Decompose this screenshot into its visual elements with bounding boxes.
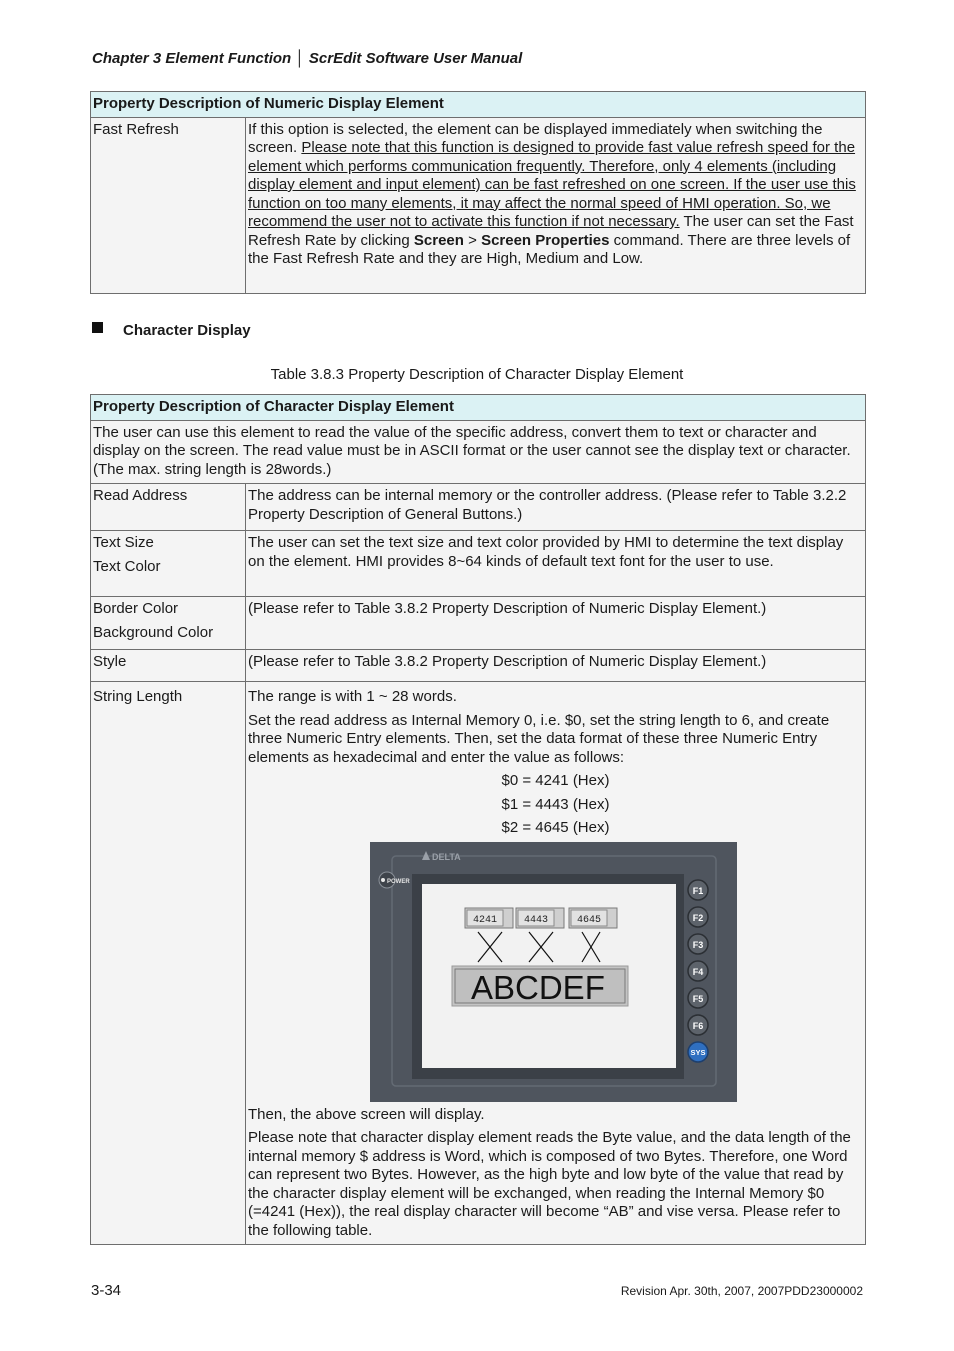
svg-text:4443: 4443 [523, 914, 549, 926]
svg-text:F2: F2 [692, 912, 704, 923]
sys-key-icon[interactable] [688, 1042, 708, 1062]
equation-1: $1 = 4443 (Hex) [501, 795, 610, 813]
f3-key-icon[interactable] [688, 934, 708, 954]
bullet-square-icon [92, 322, 103, 333]
equation-2: $2 = 4645 (Hex) [501, 819, 610, 836]
f1-key-icon[interactable] [688, 880, 708, 900]
note-text: Please note that character display element reads the Byte value, and the data length of the internal memory $ address is Word, which is composed of two Bytes. Therefore, one Word can represent two Bytes. However, as the high byte and low byte of the value that read by the character display element will be exchanged, when reading the Internal Memory $0 (=4241 (Hex)), the real display character will become “AB” and vise versa. Please refer to the following table. [248, 1129, 851, 1239]
row-label-string-length: String Length [91, 682, 246, 1245]
svg-text:F5: F5 [692, 993, 704, 1004]
f2-key-icon[interactable] [688, 907, 708, 927]
character-display-table [90, 394, 866, 1245]
svg-text:F3: F3 [692, 939, 704, 950]
label-border-color: Border Color [93, 600, 179, 617]
svg-text:F1: F1 [692, 885, 704, 896]
svg-text:SYS: SYS [690, 1047, 706, 1057]
numeric-entry-4241[interactable] [465, 908, 513, 928]
fast-refresh-description: If this option is selected, the element can be displayed immediately when switching the screen. Please note that this function is designed to provide fast value refresh speed for the element which performs communication frequently. Therefore, only 4 elements (including display element and input element) can be fast refreshed on one screen. If the user use this function on too many elements, it may affect the normal speed of HMI operation. So, we recommend the user not to activate this function if not necessary. The user can set the Fast Refresh Rate by clicking Screen > Screen Properties command. There are three levels of the Fast Refresh Rate and they are High, Medium and Low. [246, 117, 866, 293]
string-length-description [246, 682, 866, 1245]
revision-text: Revision Apr. 30th, 2007, 2007PDD23000002 [620, 1284, 863, 1298]
character-display-output: ABCDEF [471, 968, 605, 1006]
svg-text:4645: 4645 [576, 914, 602, 926]
range-text: The range is with 1 ~ 28 words. [248, 688, 457, 705]
read-address-description: The address can be internal memory or the controller address. (Please refer to Table 3.2.2 Property Description of General Buttons.) [246, 484, 866, 531]
table-title: Property Description of Character Display Element [91, 395, 866, 421]
numeric-entry-4443[interactable] [516, 908, 564, 928]
style-description: (Please refer to Table 3.8.2 Property Description of Numeric Display Element.) [246, 650, 866, 682]
border-description: (Please refer to Table 3.8.2 Property Description of Numeric Display Element.) [246, 597, 866, 650]
table-title: Property Description of Numeric Display Element [91, 92, 866, 118]
intro-text: The user can use this element to read the value of the specific address, convert them to text or character and display on the screen. The read value must be in ASCII format or the user cannot see the display text or character. (The max. string length is 28words.) [91, 420, 866, 484]
row-label-border-color [91, 597, 246, 650]
row-label-fast-refresh: Fast Refresh [91, 117, 246, 293]
row-label-text-size [91, 531, 246, 597]
f4-key-icon[interactable] [688, 961, 708, 981]
label-background-color: Background Color [93, 623, 214, 641]
svg-text:F4: F4 [692, 966, 704, 977]
page-number: 3-34 [91, 1282, 122, 1299]
f6-key-icon[interactable] [688, 1015, 708, 1035]
table-caption: Table 3.8.3 Property Description of Character Display Element [270, 366, 684, 383]
chapter-header: Chapter 3 Element Function │ ScrEdit Software User Manual [92, 50, 523, 67]
numeric-entry-4645[interactable] [569, 908, 617, 928]
label-text-size: Text Size [93, 534, 154, 551]
svg-text:F6: F6 [692, 1020, 704, 1031]
section-title: Character Display [123, 322, 251, 339]
hmi-screen-image [370, 842, 737, 1102]
row-label-style: Style [91, 650, 246, 682]
row-label-read-address: Read Address [91, 484, 246, 531]
fast-refresh-table [90, 91, 866, 294]
f5-key-icon[interactable] [688, 988, 708, 1008]
then-text: Then, the above screen will display. [248, 1105, 485, 1123]
svg-text:POWER: POWER [387, 878, 410, 885]
label-text-color: Text Color [93, 557, 161, 575]
svg-text:4241: 4241 [472, 914, 498, 926]
svg-text:DELTA: DELTA [432, 851, 461, 862]
equation-0: $0 = 4241 (Hex) [501, 772, 610, 789]
text-size-description: The user can set the text size and text color provided by HMI to determine the text display on the element. HMI provides 8~64 kinds of default text font for the user to use. [246, 531, 866, 597]
set-text: Set the read address as Internal Memory 0, i.e. $0, set the string length to 6, and create three Numeric Entry elements. Then, set the data format of these three Numeric Entry elements as hexadecimal and enter the value as follows: [248, 711, 830, 766]
